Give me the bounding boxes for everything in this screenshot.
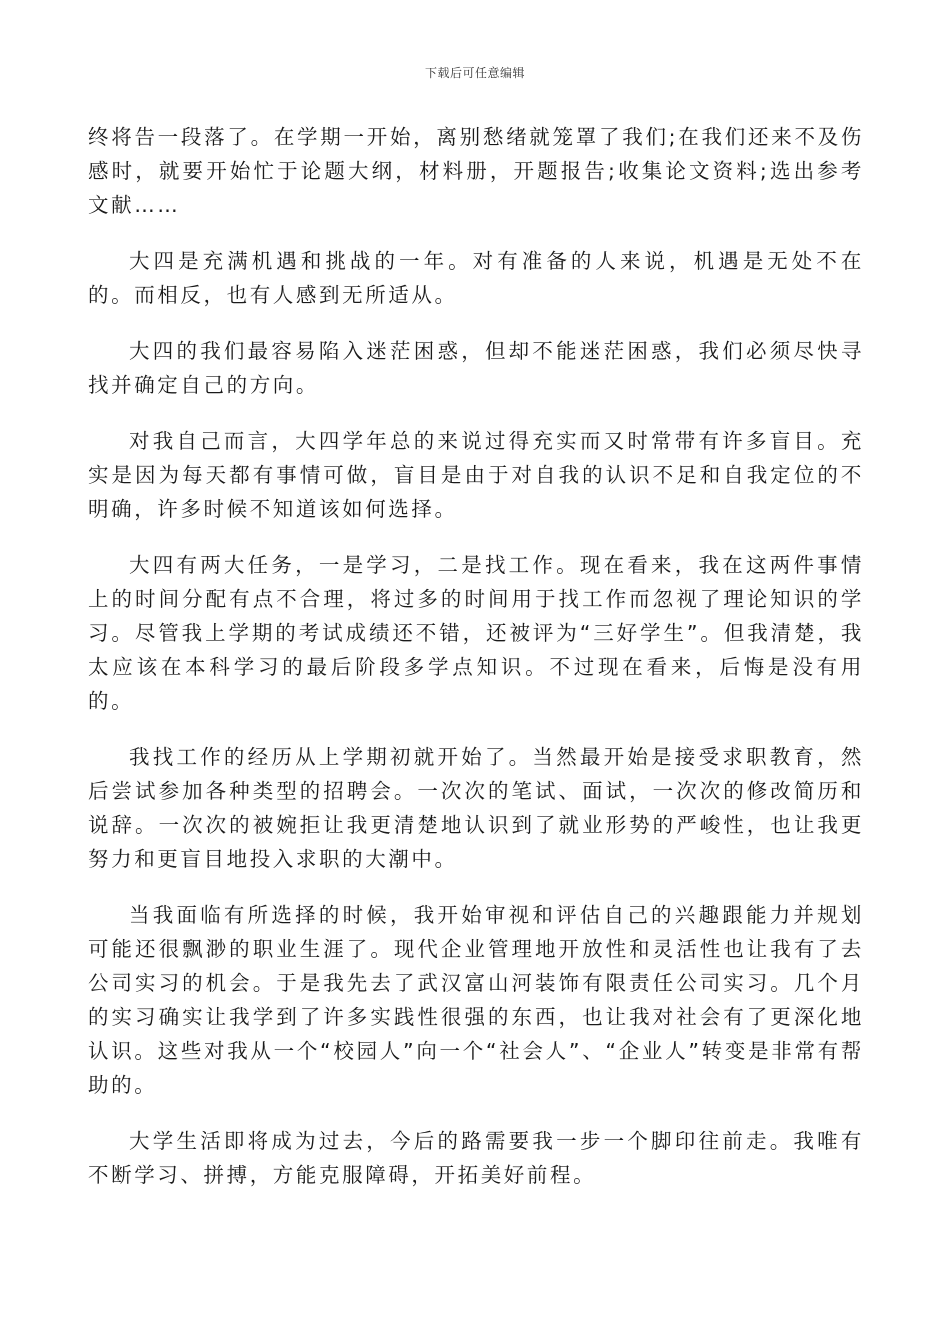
paragraph-senior-year-opportunity: 大四是充满机遇和挑战的一年。对有准备的人来说，机遇是无处不在的。而相反，也有人感到无所适从。: [88, 249, 864, 307]
paragraph-self-reflection: 对我自己而言，大四学年总的来说过得充实而又时常带有许多盲目。充实是因为每天都有事情可做，盲目是由于对自我的认识不足和自我定位的不明确，许多时候不知道该如何选择。: [88, 429, 864, 521]
paragraph-conclusion: 大学生活即将成为过去，今后的路需要我一步一个脚印往前走。我唯有不断学习、拼搏，方能克服障碍，开拓美好前程。: [88, 1129, 864, 1187]
document-body: [88, 120, 864, 1192]
page-header: 下载后可任意编辑: [424, 66, 525, 80]
paragraph-two-tasks: 大四有两大任务，一是学习，二是找工作。现在看来，我在这两件事情上的时间分配有点不合理，将过多的时间用于找工作而忽视了理论知识的学习。尽管我上学期的考试成绩还不错，还被评为“三好学生”。但我清楚，我太应该在本科学习的最后阶段多学点知识。不过现在看来，后悔是没有用的。: [88, 553, 864, 713]
paragraph-continuation: 终将告一段落了。在学期一开始，离别愁绪就笼罩了我们;在我们还来不及伤感时，就要开始忙于论题大纲，材料册，开题报告;收集论文资料;选出参考文献……: [88, 125, 864, 217]
paragraph-confusion: 大四的我们最容易陷入迷茫困惑，但却不能迷茫困惑，我们必须尽快寻找并确定自己的方向。: [88, 339, 864, 397]
paragraph-internship: 当我面临有所选择的时候，我开始审视和评估自己的兴趣跟能力并规划可能还很飘渺的职业生涯了。现代企业管理地开放性和灵活性也让我有了去公司实习的机会。于是我先去了武汉富山河装饰有限责任公司实习。几个月的实习确实让我学到了许多实践性很强的东西，也让我对社会有了更深化地认识。这些对我从一个“校园人”向一个“社会人”、“企业人”转变是非常有帮助的。: [88, 903, 864, 1097]
paragraph-job-search: 我找工作的经历从上学期初就开始了。当然最开始是接受求职教育，然后尝试参加各种类型的招聘会。一次次的笔试、面试，一次次的修改简历和说辞。一次次的被婉拒让我更清楚地认识到了就业形势的严峻性，也让我更努力和更盲目地投入求职的大潮中。: [88, 745, 864, 871]
